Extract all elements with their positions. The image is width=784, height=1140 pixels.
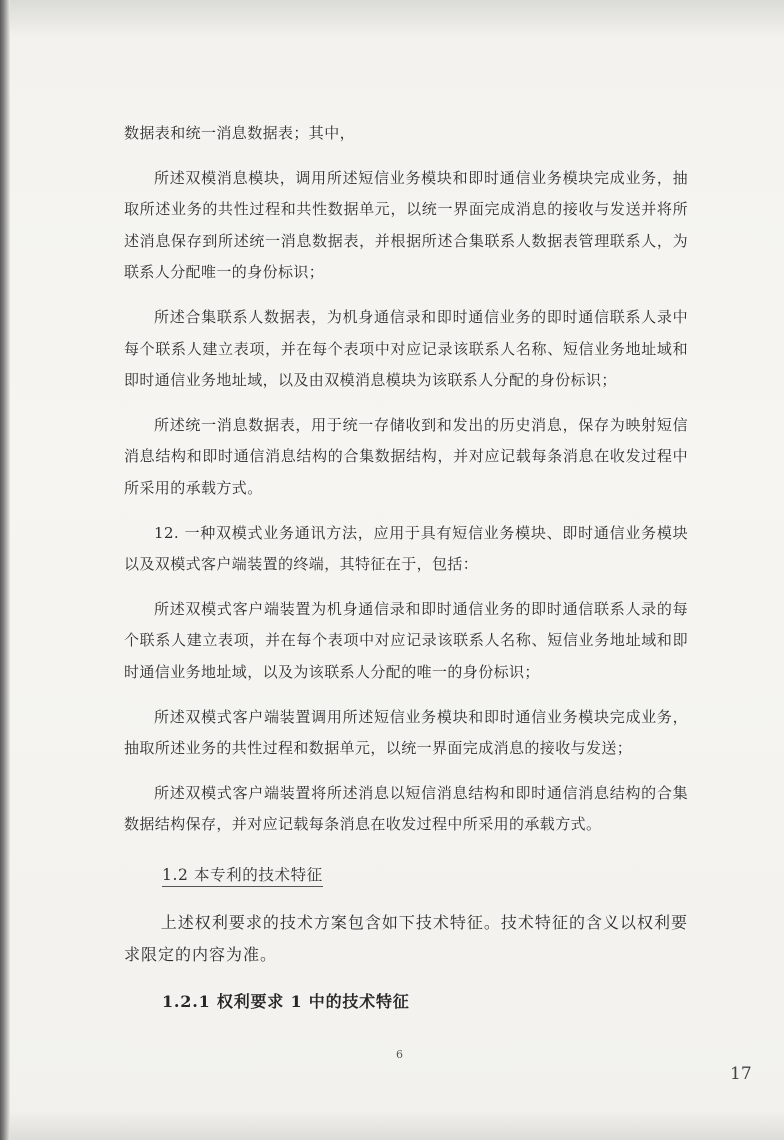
paragraph-claim-12: 12. 一种双模式业务通讯方法，应用于具有短信业务模块、即时通信业务模块以及双模式客户端装置的终端，其特征在于，包括： xyxy=(124,523,688,574)
paragraph-client-storage: 所述双模式客户端装置将所述消息以短信消息结构和即时通信消息结构的合集数据结构保存，并对应记载每条消息在收发过程中所采用的承载方式。 xyxy=(124,783,688,834)
section-body: 上述权利要求的技术方案包含如下技术特征。技术特征的含义以权利要求限定的内容为准。 xyxy=(124,912,688,964)
document-body xyxy=(124,118,688,1012)
paragraph-claim-tail: 数据表和统一消息数据表；其中， xyxy=(124,124,356,142)
scan-bottom-shadow xyxy=(10,1110,784,1140)
scan-top-shadow xyxy=(10,0,784,38)
paragraph-client-contacts: 所述双模式客户端装置为机身通信录和即时通信业务的即时通信联系人录的每个联系人建立表项，并在每个表项中对应记录该联系人名称、短信业务地址域和即时通信业务地址域，以及为该联系人分配的唯一的身份标识； xyxy=(124,599,688,681)
paragraph-unified-message-table: 所述统一消息数据表，用于统一存储收到和发出的历史消息，保存为映射短信消息结构和即时通信消息结构的合集数据结构，并对应记载每条消息在收发过程中所采用的承载方式。 xyxy=(124,415,688,497)
section-heading: 1.2 本专利的技术特征 xyxy=(162,863,323,887)
page-number: 6 xyxy=(396,1048,403,1061)
scan-edge-shadow xyxy=(0,0,10,1140)
subsection-heading: 1.2.1 权利要求 1 中的技术特征 xyxy=(162,991,410,1011)
paragraph-merged-contacts-table: 所述合集联系人数据表，为机身通信录和即时通信业务的即时通信联系人录中每个联系人建立表项，并在每个表项中对应记录该联系人名称、短信业务地址域和即时通信业务地址域，以及由双模消息模块为该联系人分配的身份标识； xyxy=(124,307,688,390)
paragraph-dual-mode-module: 所述双模消息模块，调用所述短信业务模块和即时通信业务模块完成业务，抽取所述业务的共性过程和共性数据单元，以统一界面完成消息的接收与发送并将所述消息保存到所述统一消息数据表，并根据所述合集联系人数据表管理联系人，为联系人分配唯一的身份标识； xyxy=(124,168,688,282)
paragraph-client-messaging: 所述双模式客户端装置调用所述短信业务模块和即时通信业务模块完成业务，抽取所述业务的共性过程和数据单元，以统一界面完成消息的接收与发送； xyxy=(124,707,688,758)
sheet-number: 17 xyxy=(730,1064,752,1084)
